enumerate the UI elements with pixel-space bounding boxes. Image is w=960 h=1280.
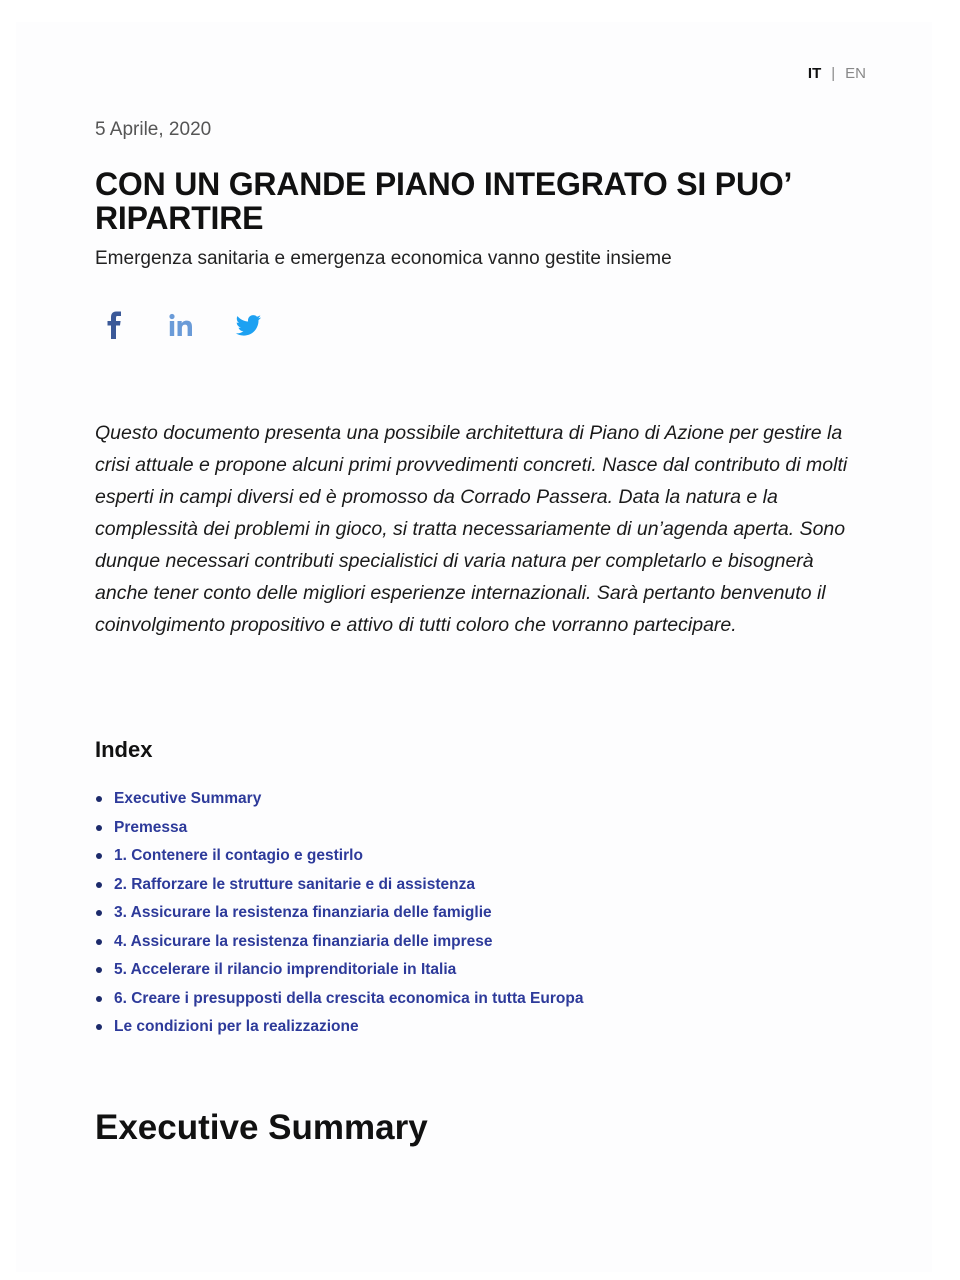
bullet-icon: [96, 967, 102, 973]
index-link-1[interactable]: 1. Contenere il contagio e gestirlo: [114, 847, 363, 865]
article-date: 5 Aprile, 2020: [95, 119, 212, 140]
language-switch: [808, 65, 866, 82]
section-heading-executive-summary: Executive Summary: [95, 1108, 428, 1147]
bullet-icon: [96, 996, 102, 1002]
index-heading: Index: [95, 737, 153, 762]
index-link-premessa[interactable]: Premessa: [114, 818, 188, 836]
index-item: [95, 956, 583, 985]
lang-en-link[interactable]: EN: [845, 65, 866, 82]
twitter-icon[interactable]: [233, 310, 261, 340]
bullet-icon: [96, 796, 102, 802]
lang-it-link[interactable]: IT: [807, 65, 822, 82]
index-link-condizioni[interactable]: Le condizioni per la realizzazione: [114, 1018, 359, 1036]
bullet-icon: [96, 882, 102, 888]
index-item: [95, 785, 583, 814]
bullet-icon: [96, 910, 102, 916]
index-item: [95, 985, 583, 1014]
lang-separator: |: [831, 65, 836, 82]
article-title: CON UN GRANDE PIANO INTEGRATO SI PUO’ RIPARTIRE: [95, 166, 791, 236]
bullet-icon: [96, 939, 102, 945]
bullet-icon: [96, 853, 102, 859]
article-subtitle: Emergenza sanitaria e emergenza economica vanno gestite insieme: [95, 248, 672, 269]
index-item: [95, 871, 583, 900]
index-link-5[interactable]: 5. Accelerare il rilancio imprenditoriale in Italia: [114, 961, 457, 979]
index-link-3[interactable]: 3. Assicurare la resistenza finanziaria delle famiglie: [114, 904, 492, 922]
index-link-4[interactable]: 4. Assicurare la resistenza finanziaria delle imprese: [114, 932, 493, 950]
article-intro: Questo documento presenta una possibile architettura di Piano di Azione per gestire la crisi attuale e propone alcuni primi provvedimenti concreti. Nasce dal contributo di molti esperti in campi diversi ed è promosso da Corrado Passera. Data la natura e la complessità dei problemi in gioco, si tratta necessariamente di un’agenda aperta. Sono dunque necessari contributi specialistici di varia natura per completarlo e bisognerà anche tener conto delle migliori esperienze internazionali. Sarà pertanto benvenuto il coinvolgimento propositivo e attivo di tutti coloro che vorranno partecipare.: [95, 422, 848, 636]
index-link-executive-summary[interactable]: Executive Summary: [114, 790, 262, 808]
index-link-6[interactable]: 6. Creare i presupposti della crescita economica in tutta Europa: [114, 989, 584, 1007]
facebook-icon[interactable]: [101, 310, 129, 340]
index-item: [95, 928, 583, 957]
linkedin-icon[interactable]: [167, 310, 195, 340]
share-buttons: [101, 310, 261, 340]
index-item: [95, 1013, 583, 1042]
index-list: [95, 785, 583, 1042]
index-item: [95, 842, 583, 871]
bullet-icon: [96, 825, 102, 831]
index-item: [95, 814, 583, 843]
index-link-2[interactable]: 2. Rafforzare le strutture sanitarie e di assistenza: [114, 875, 475, 893]
index-item: [95, 899, 583, 928]
bullet-icon: [96, 1024, 102, 1030]
